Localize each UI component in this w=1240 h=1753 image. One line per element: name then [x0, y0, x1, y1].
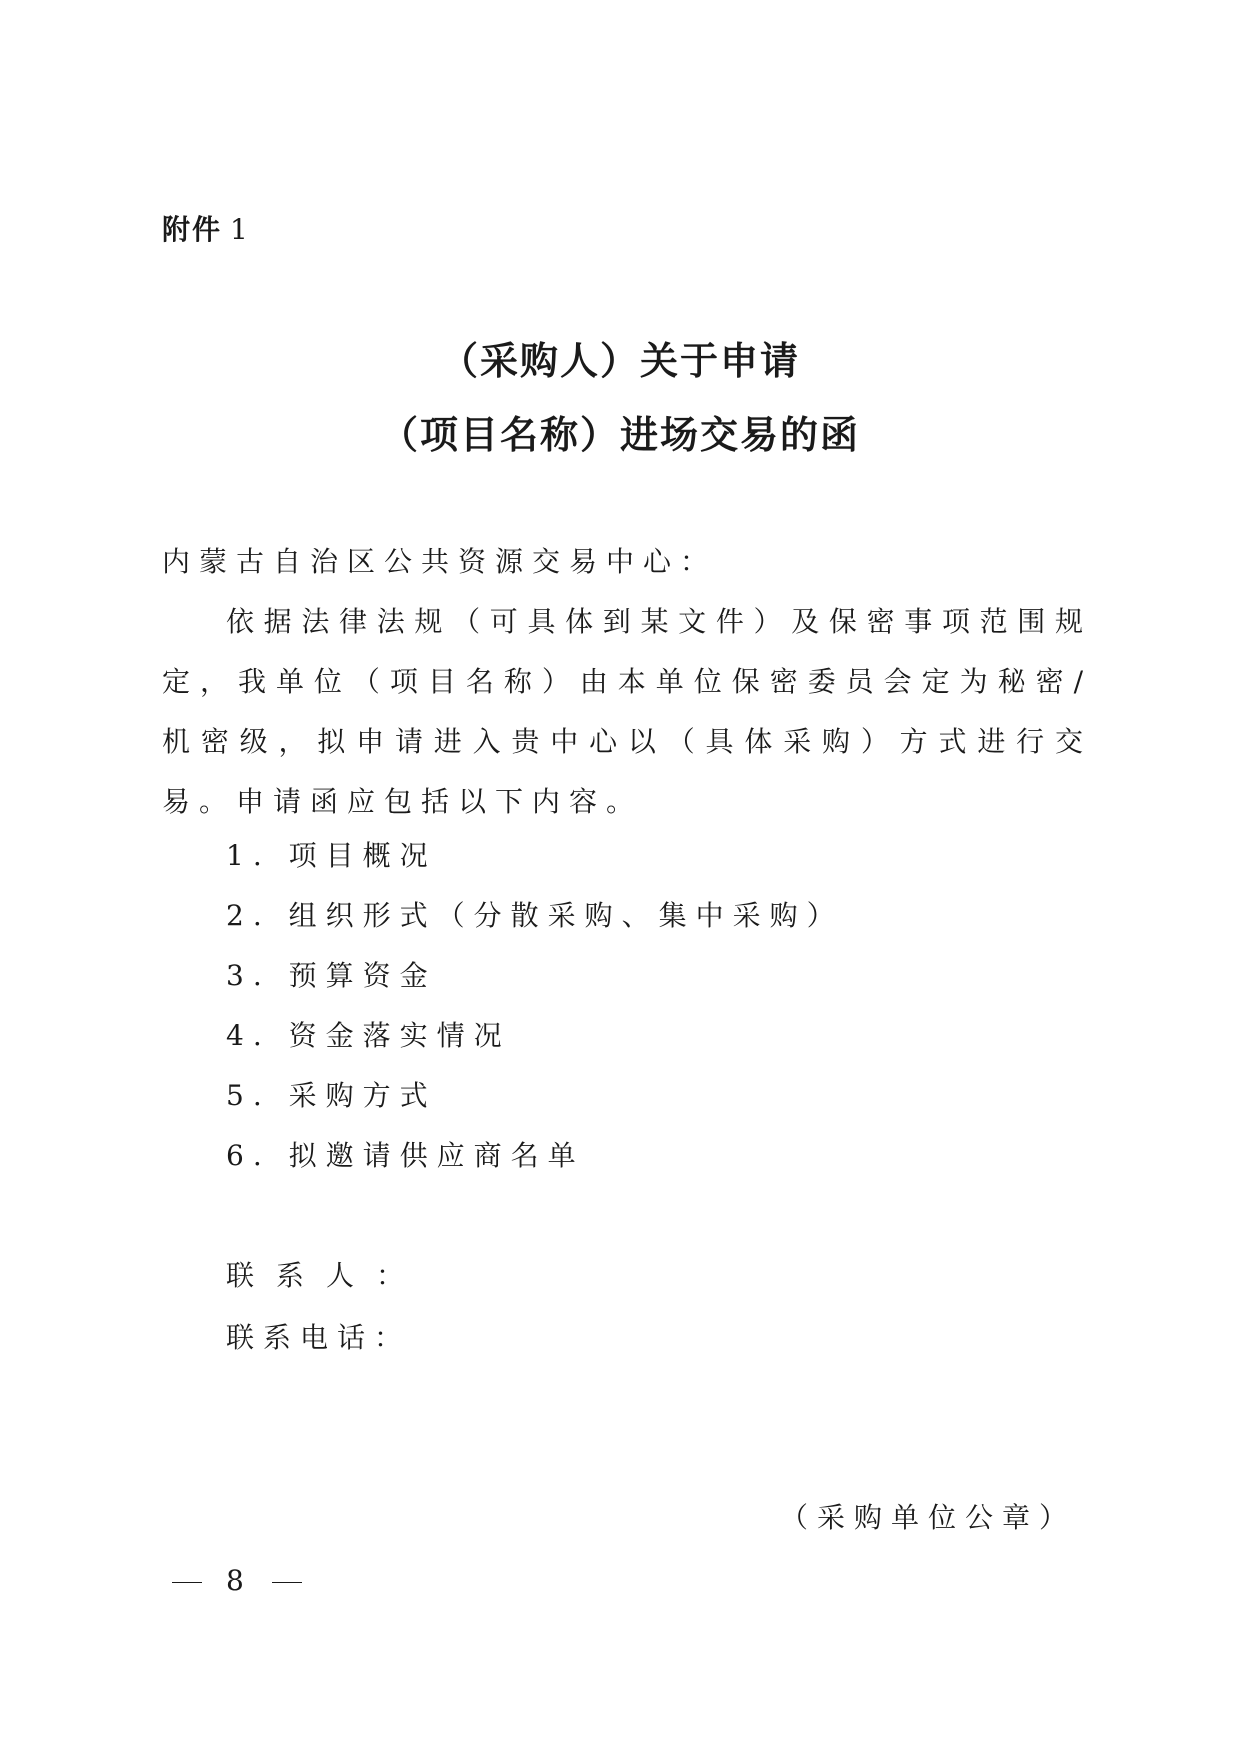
body-paragraph: 依据法律法规（可具体到某文件）及保密事项范围规定，我单位（项目名称）由本单位保密委员会定为秘密/机密级，拟申请进入贵中心以（具体采购）方式进行交易。申请函应包括以下内容。 [162, 605, 1092, 818]
seal-placeholder: （采购单位公章） [780, 1501, 1077, 1534]
list-item: 6. 拟邀请供应商名单 [226, 1139, 585, 1172]
list-item: 3. 预算资金 [226, 959, 437, 992]
document-title-line-2: （项目名称）进场交易的函 [379, 412, 860, 457]
page-number-dash-right [272, 1582, 302, 1583]
contact-person-label: 联系人： [226, 1259, 427, 1292]
contact-phone-label: 联系电话： [226, 1321, 412, 1354]
attachment-number: 1 [230, 213, 250, 246]
page-number [172, 1564, 302, 1597]
page-number-value: 8 [226, 1564, 248, 1597]
content-list [226, 826, 844, 1186]
list-item: 1. 项目概况 [226, 839, 437, 872]
list-item: 2. 组织形式（分散采购、集中采购） [226, 899, 844, 932]
page-number-dash-left [172, 1582, 202, 1583]
document-title-line-1: （采购人）关于申请 [439, 338, 800, 383]
attachment-text: 附件 [162, 213, 223, 246]
salutation: 内蒙古自治区公共资源交易中心： [162, 545, 718, 578]
list-item: 5. 采购方式 [226, 1079, 437, 1112]
attachment-label [162, 208, 250, 248]
list-item: 4. 资金落实情况 [226, 1019, 511, 1052]
